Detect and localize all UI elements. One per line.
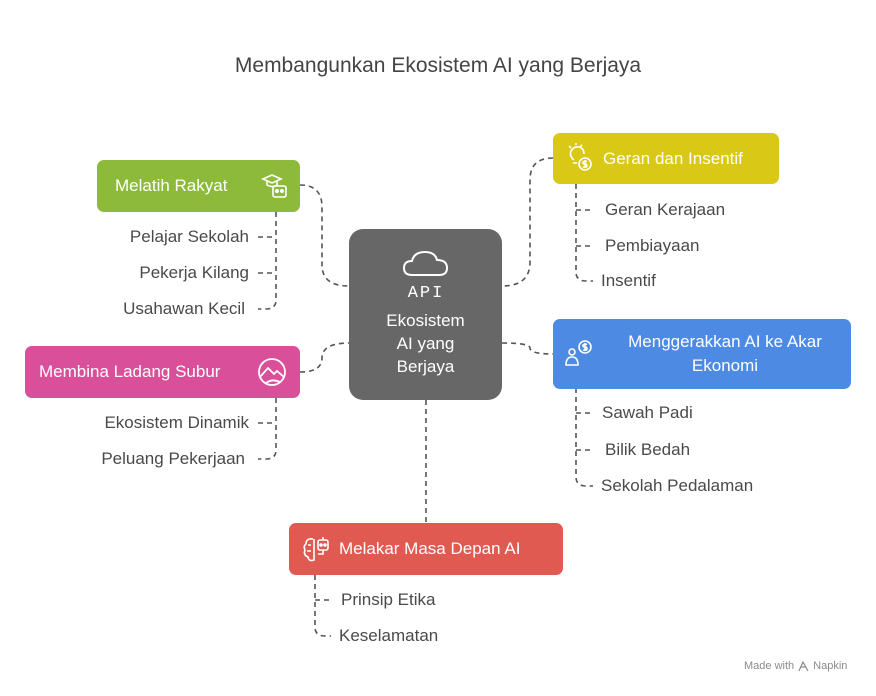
leaf-training-1: Pekerja Kilang <box>139 263 249 282</box>
node-training-label: Melatih Rakyat <box>115 176 228 195</box>
leaf-future-0: Prinsip Etika <box>341 590 436 609</box>
node-grassroots-label <box>601 330 849 378</box>
leaf-line-grants <box>576 184 593 281</box>
connector-grants <box>502 158 553 286</box>
center-label-line: Berjaya <box>396 357 455 376</box>
node-training[interactable] <box>97 160 300 212</box>
leaf-future-1: Keselamatan <box>339 626 439 645</box>
brain-robot-icon <box>301 534 331 564</box>
node-grassroots[interactable] <box>553 319 851 389</box>
leaf-line-training <box>258 212 276 309</box>
center-label <box>349 309 502 378</box>
leaf-fertile-1: Peluang Pekerjaan <box>101 449 245 468</box>
leaf-grassroots-1: Bilik Bedah <box>605 440 691 459</box>
node-fertile[interactable] <box>25 346 300 398</box>
leaf-line-future <box>315 575 331 636</box>
graduation-cap-robot-icon <box>261 172 289 200</box>
cloud-api-icon <box>400 249 452 301</box>
node-grants-label: Geran dan Insentif <box>603 148 743 168</box>
leaf-training-0: Pelajar Sekolah <box>129 227 249 246</box>
napkin-logo-icon <box>798 661 809 672</box>
leaf-grants-0: Geran Kerajaan <box>605 200 726 219</box>
node-grassroots-label-line: Menggerakkan AI ke Akar <box>628 332 822 351</box>
center-label-line: AI yang <box>396 334 455 353</box>
made-with-text: Made with <box>744 660 795 672</box>
connector-training <box>300 185 349 286</box>
node-future[interactable] <box>289 523 563 575</box>
api-text: API <box>407 284 445 301</box>
leaf-grants-2: Insentif <box>601 271 656 290</box>
napkin-watermark <box>744 660 847 672</box>
connector-grassroots <box>502 343 553 354</box>
diagram-title: Membangunkan Ekosistem AI yang Berjaya <box>234 54 642 77</box>
center-label-line: Ekosistem <box>386 311 465 330</box>
leaf-line-grassroots <box>576 388 593 486</box>
node-grassroots-label-line: Ekonomi <box>691 356 759 375</box>
center-node <box>349 229 502 400</box>
leaf-line-fertile <box>258 398 276 459</box>
person-money-icon <box>563 338 595 370</box>
leaf-grants-1: Pembiayaan <box>605 236 700 255</box>
leaf-training-2: Usahawan Kecil <box>123 299 245 318</box>
leaf-fertile-0: Ekosistem Dinamik <box>104 413 249 432</box>
node-grants[interactable] <box>553 133 779 184</box>
node-future-label: Melakar Masa Depan AI <box>339 539 521 558</box>
lightbulb-money-icon <box>565 143 595 173</box>
connector-fertile <box>300 343 349 372</box>
leaf-grassroots-0: Sawah Padi <box>602 403 693 422</box>
landscape-icon <box>257 357 287 387</box>
node-fertile-label: Membina Ladang Subur <box>39 362 221 381</box>
napkin-brand-text: Napkin <box>813 660 848 672</box>
leaf-grassroots-2: Sekolah Pedalaman <box>601 476 754 495</box>
